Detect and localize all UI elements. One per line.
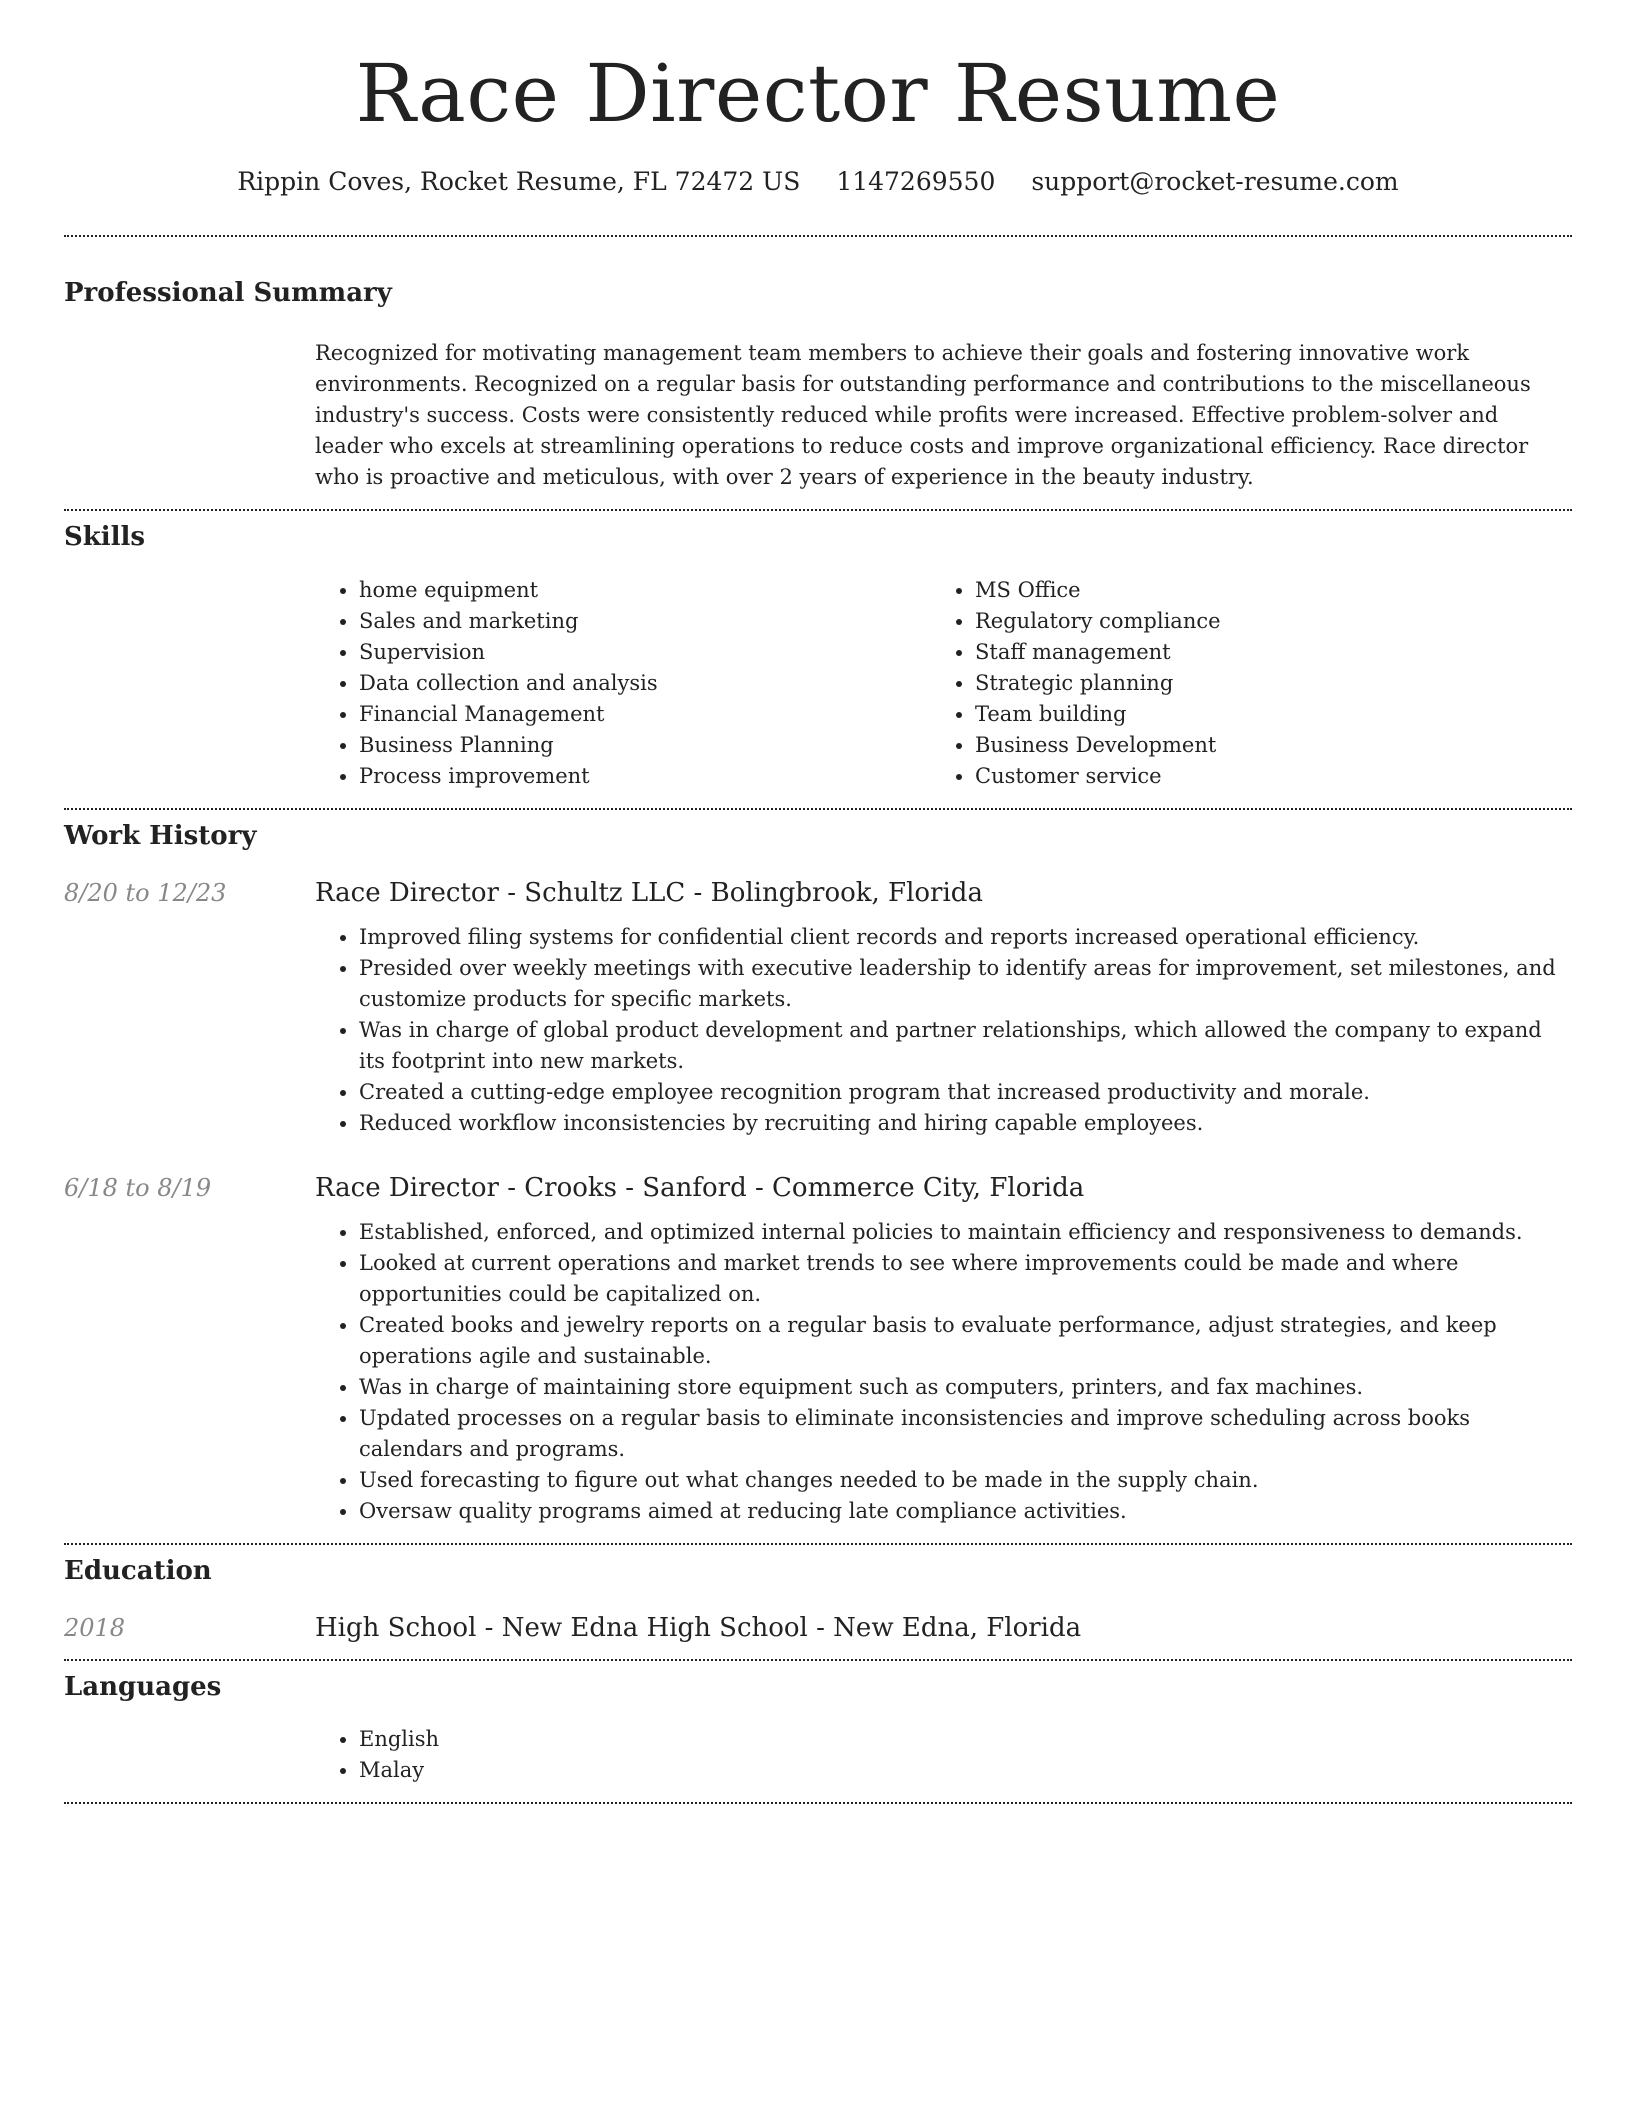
- contact-line: [64, 166, 1572, 199]
- education-title: High School - New Edna High School - New Edna, Florida: [315, 1612, 1082, 1643]
- job-bullet: • Oversaw quality programs aimed at reducing late compliance activities.: [359, 1496, 1572, 1527]
- contact-address: Rippin Coves, Rocket Resume, FL 72472 US: [237, 167, 801, 196]
- skill-item: • Business Development: [975, 730, 1547, 761]
- skill-item: • Business Planning: [359, 730, 931, 761]
- skill-item: • Team building: [975, 699, 1547, 730]
- job-bullet: • Established, enforced, and optimized internal policies to maintain efficiency and responsiveness to demands.: [359, 1217, 1572, 1248]
- job-bullet: • Improved filing systems for confidential client records and reports increased operational efficiency.: [359, 922, 1572, 953]
- job-header: [64, 878, 1572, 908]
- education-heading: Education: [64, 1555, 212, 1586]
- skill-item: • Sales and marketing: [359, 606, 931, 637]
- skill-item: • Supervision: [359, 637, 931, 668]
- job-bullet: • Used forecasting to figure out what changes needed to be made in the supply chain.: [359, 1465, 1572, 1496]
- education-entry: [64, 1613, 1572, 1643]
- work-heading: Work History: [64, 821, 257, 852]
- summary-text: Recognized for motivating management team members to achieve their goals and fostering innovative work environments. Recognized on a regular basis for outstanding performance and contributions to the miscellaneous industry's success. Costs were consistently reduced while profits were increased. Effective problem-solver and leader who excels at streamlining operations to reduce costs and improve organizational efficiency. Race director who is proactive and meticulous, with over 2 years of experience in the beauty industry.: [315, 341, 1531, 490]
- skills-grid: [315, 575, 1572, 792]
- job-title: Race Director - Crooks - Sanford - Commerce City, Florida: [315, 1172, 1085, 1203]
- skills-section: [64, 521, 1572, 792]
- resume-title: Race Director Resume: [355, 47, 1281, 140]
- job-entry: [64, 878, 1572, 1139]
- job-header: [64, 1173, 1572, 1203]
- education-date: 2018: [64, 1613, 126, 1642]
- contact-email: support@rocket-resume.com: [1031, 167, 1399, 196]
- skill-item: • Customer service: [975, 761, 1547, 792]
- languages-heading: Languages: [64, 1671, 222, 1702]
- languages-section: [64, 1671, 1572, 1787]
- divider: [64, 235, 1572, 237]
- skills-heading: Skills: [64, 522, 146, 553]
- divider: [64, 509, 1572, 511]
- summary-section: [64, 277, 1572, 494]
- job-bullet: • Was in charge of maintaining store equipment such as computers, printers, and fax machines.: [359, 1372, 1572, 1403]
- skill-item: • Strategic planning: [975, 668, 1547, 699]
- skill-item: • Regulatory compliance: [975, 606, 1547, 637]
- divider: [64, 1659, 1572, 1661]
- divider: [64, 1543, 1572, 1545]
- skill-item: • MS Office: [975, 575, 1547, 606]
- language-item: • English: [359, 1724, 1572, 1755]
- job-bullets: [315, 922, 1572, 1139]
- language-item: • Malay: [359, 1755, 1572, 1786]
- job-bullet: • Reduced workflow inconsistencies by recruiting and hiring capable employees.: [359, 1108, 1572, 1139]
- job-bullet: • Created books and jewelry reports on a regular basis to evaluate performance, adjust strategies, and keep operations agile and sustainable.: [359, 1310, 1572, 1372]
- education-section: [64, 1555, 1572, 1643]
- skill-item: • Staff management: [975, 637, 1547, 668]
- job-bullet: • Was in charge of global product development and partner relationships, which allowed the company to expand its footprint into new markets.: [359, 1015, 1572, 1077]
- job-bullet: • Updated processes on a regular basis to eliminate inconsistencies and improve scheduling across books calendars and programs.: [359, 1403, 1572, 1465]
- job-bullet: • Created a cutting-edge employee recognition program that increased productivity and morale.: [359, 1077, 1572, 1108]
- languages-list: [315, 1724, 1572, 1786]
- job-bullets: [315, 1217, 1572, 1527]
- skill-item: • Process improvement: [359, 761, 931, 792]
- skill-item: • home equipment: [359, 575, 931, 606]
- skill-item: • Financial Management: [359, 699, 931, 730]
- work-section: [64, 820, 1572, 1527]
- skills-list-right: [931, 575, 1547, 792]
- divider: [64, 808, 1572, 810]
- job-title: Race Director - Schultz LLC - Bolingbrook, Florida: [315, 877, 983, 908]
- resume-page: [64, 0, 1572, 1804]
- job-entry: [64, 1173, 1572, 1527]
- skill-item: • Data collection and analysis: [359, 668, 931, 699]
- skills-list-left: [315, 575, 931, 792]
- contact-phone: 1147269550: [836, 167, 996, 196]
- summary-heading: Professional Summary: [64, 277, 392, 308]
- job-bullet: • Looked at current operations and market trends to see where improvements could be made and where opportunities could be capitalized on.: [359, 1248, 1572, 1310]
- divider: [64, 1802, 1572, 1804]
- job-date: 6/18 to 8/19: [64, 1173, 212, 1202]
- job-bullet: • Presided over weekly meetings with executive leadership to identify areas for improvement, set milestones, and customize products for specific markets.: [359, 953, 1572, 1015]
- job-date: 8/20 to 12/23: [64, 878, 227, 907]
